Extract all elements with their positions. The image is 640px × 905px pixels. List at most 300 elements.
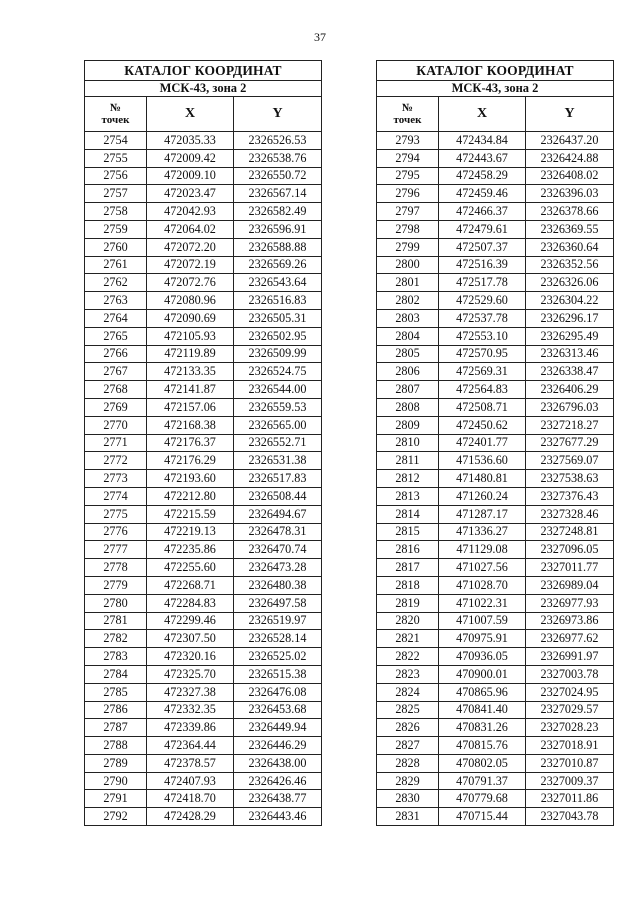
point-number-cell: 2760 [85, 238, 147, 256]
x-coordinate-cell: 472176.29 [147, 452, 234, 470]
point-number-cell: 2821 [377, 630, 439, 648]
table-row [85, 416, 322, 434]
y-coordinate-cell: 2326526.53 [234, 132, 322, 150]
y-coordinate-cell: 2326977.62 [526, 630, 614, 648]
point-number-cell: 2800 [377, 256, 439, 274]
x-coordinate-cell: 472090.69 [147, 309, 234, 327]
coordinate-catalog-table-left [84, 60, 322, 826]
x-coordinate-cell: 470900.01 [439, 665, 526, 683]
point-number-cell: 2822 [377, 648, 439, 666]
y-coordinate-cell: 2326796.03 [526, 398, 614, 416]
y-coordinate-cell: 2326360.64 [526, 238, 614, 256]
y-coordinate-cell: 2326406.29 [526, 381, 614, 399]
y-coordinate-cell: 2326304.22 [526, 292, 614, 310]
point-number-cell: 2785 [85, 683, 147, 701]
y-coordinate-cell: 2326396.03 [526, 185, 614, 203]
point-number-cell: 2807 [377, 381, 439, 399]
y-coordinate-cell: 2327218.27 [526, 416, 614, 434]
point-number-cell: 2776 [85, 523, 147, 541]
point-number-cell: 2782 [85, 630, 147, 648]
x-coordinate-cell: 472320.16 [147, 648, 234, 666]
point-number-cell: 2794 [377, 149, 439, 167]
x-coordinate-cell: 472570.95 [439, 345, 526, 363]
x-coordinate-cell: 470791.37 [439, 772, 526, 790]
point-number-cell: 2778 [85, 559, 147, 577]
x-coordinate-cell: 472219.13 [147, 523, 234, 541]
table-row [377, 808, 614, 826]
y-coordinate-cell: 2326470.74 [234, 541, 322, 559]
y-coordinate-cell: 2326524.75 [234, 363, 322, 381]
x-coordinate-cell: 472009.10 [147, 167, 234, 185]
point-number-cell: 2811 [377, 452, 439, 470]
catalog-body [377, 132, 614, 826]
table-row [377, 274, 614, 292]
point-number-cell: 2758 [85, 203, 147, 221]
table-row [85, 523, 322, 541]
table-row [377, 167, 614, 185]
point-number-cell: 2756 [85, 167, 147, 185]
point-number-cell: 2825 [377, 701, 439, 719]
x-coordinate-cell: 472157.06 [147, 398, 234, 416]
y-coordinate-cell: 2326352.56 [526, 256, 614, 274]
point-number-cell: 2797 [377, 203, 439, 221]
y-coordinate-cell: 2326516.83 [234, 292, 322, 310]
point-number-cell: 2819 [377, 594, 439, 612]
point-number-cell: 2767 [85, 363, 147, 381]
table-row [85, 612, 322, 630]
y-coordinate-cell: 2326515.38 [234, 665, 322, 683]
point-number-cell: 2803 [377, 309, 439, 327]
x-coordinate-cell: 472401.77 [439, 434, 526, 452]
y-coordinate-cell: 2326552.71 [234, 434, 322, 452]
column-header-y: Y [526, 97, 614, 132]
y-coordinate-cell: 2326497.58 [234, 594, 322, 612]
x-coordinate-cell: 472307.50 [147, 630, 234, 648]
table-row [85, 398, 322, 416]
point-number-cell: 2765 [85, 327, 147, 345]
table-row [377, 256, 614, 274]
catalog-subtitle: МСК-43, зона 2 [85, 81, 322, 97]
point-number-cell: 2824 [377, 683, 439, 701]
y-coordinate-cell: 2327328.46 [526, 505, 614, 523]
y-coordinate-cell: 2326424.88 [526, 149, 614, 167]
table-row [377, 683, 614, 701]
y-coordinate-cell: 2326326.06 [526, 274, 614, 292]
y-coordinate-cell: 2326505.31 [234, 309, 322, 327]
point-number-cell: 2808 [377, 398, 439, 416]
column-header-point-number [85, 97, 147, 132]
x-coordinate-cell: 472141.87 [147, 381, 234, 399]
x-coordinate-cell: 472564.83 [439, 381, 526, 399]
y-coordinate-cell: 2326509.99 [234, 345, 322, 363]
x-coordinate-cell: 472212.80 [147, 487, 234, 505]
point-number-cell: 2818 [377, 576, 439, 594]
table-row [377, 665, 614, 683]
table-row [377, 363, 614, 381]
y-coordinate-cell: 2326544.00 [234, 381, 322, 399]
point-number-cell: 2783 [85, 648, 147, 666]
point-number-cell: 2779 [85, 576, 147, 594]
table-row [377, 505, 614, 523]
y-coordinate-cell: 2326438.77 [234, 790, 322, 808]
table-row [377, 559, 614, 577]
table-row [377, 203, 614, 221]
x-coordinate-cell: 471336.27 [439, 523, 526, 541]
point-number-cell: 2830 [377, 790, 439, 808]
x-coordinate-cell: 470815.76 [439, 737, 526, 755]
column-header-x: X [439, 97, 526, 132]
x-coordinate-cell: 472035.33 [147, 132, 234, 150]
y-coordinate-cell: 2327028.23 [526, 719, 614, 737]
y-coordinate-cell: 2326596.91 [234, 220, 322, 238]
point-number-cell: 2816 [377, 541, 439, 559]
table-row [85, 630, 322, 648]
table-row [377, 612, 614, 630]
x-coordinate-cell: 472299.46 [147, 612, 234, 630]
x-coordinate-cell: 472332.35 [147, 701, 234, 719]
table-row [377, 576, 614, 594]
x-coordinate-cell: 472284.83 [147, 594, 234, 612]
number-sign: № [401, 102, 414, 114]
x-coordinate-cell: 472407.93 [147, 772, 234, 790]
y-coordinate-cell: 2326438.00 [234, 754, 322, 772]
point-number-cell: 2766 [85, 345, 147, 363]
point-number-cell: 2789 [85, 754, 147, 772]
point-number-cell: 2809 [377, 416, 439, 434]
y-coordinate-cell: 2326528.14 [234, 630, 322, 648]
y-coordinate-cell: 2326443.46 [234, 808, 322, 826]
y-coordinate-cell: 2326437.20 [526, 132, 614, 150]
table-row [85, 167, 322, 185]
point-number-cell: 2763 [85, 292, 147, 310]
number-sign: № [109, 102, 122, 114]
table-row [85, 292, 322, 310]
point-number-cell: 2829 [377, 772, 439, 790]
x-coordinate-cell: 471028.70 [439, 576, 526, 594]
table-row [85, 772, 322, 790]
x-coordinate-cell: 472080.96 [147, 292, 234, 310]
point-number-cell: 2773 [85, 470, 147, 488]
y-coordinate-cell: 2326480.38 [234, 576, 322, 594]
y-coordinate-cell: 2326543.64 [234, 274, 322, 292]
x-coordinate-cell: 472569.31 [439, 363, 526, 381]
table-row [377, 434, 614, 452]
table-row [377, 470, 614, 488]
point-number-cell: 2757 [85, 185, 147, 203]
x-coordinate-cell: 470715.44 [439, 808, 526, 826]
table-row [85, 381, 322, 399]
point-number-cell: 2793 [377, 132, 439, 150]
y-coordinate-cell: 2326369.55 [526, 220, 614, 238]
table-row [85, 790, 322, 808]
x-coordinate-cell: 472443.67 [439, 149, 526, 167]
point-number-cell: 2771 [85, 434, 147, 452]
y-coordinate-cell: 2326567.14 [234, 185, 322, 203]
y-coordinate-cell: 2326519.97 [234, 612, 322, 630]
x-coordinate-cell: 470802.05 [439, 754, 526, 772]
table-row [85, 754, 322, 772]
x-coordinate-cell: 472479.61 [439, 220, 526, 238]
point-number-cell: 2754 [85, 132, 147, 150]
catalog-title: КАТАЛОГ КООРДИНАТ [85, 61, 322, 81]
point-number-cell: 2774 [85, 487, 147, 505]
point-number-cell: 2781 [85, 612, 147, 630]
x-coordinate-cell: 471129.08 [439, 541, 526, 559]
point-number-cell: 2777 [85, 541, 147, 559]
y-coordinate-cell: 2327011.77 [526, 559, 614, 577]
table-row [85, 487, 322, 505]
table-row [85, 256, 322, 274]
y-coordinate-cell: 2327248.81 [526, 523, 614, 541]
table-row [377, 292, 614, 310]
y-coordinate-cell: 2326991.97 [526, 648, 614, 666]
y-coordinate-cell: 2326508.44 [234, 487, 322, 505]
y-coordinate-cell: 2327009.37 [526, 772, 614, 790]
x-coordinate-cell: 472325.70 [147, 665, 234, 683]
catalog-title: КАТАЛОГ КООРДИНАТ [377, 61, 614, 81]
table-row [377, 398, 614, 416]
table-row [85, 683, 322, 701]
x-coordinate-cell: 472458.29 [439, 167, 526, 185]
page-number: 37 [314, 30, 326, 44]
x-coordinate-cell: 472418.70 [147, 790, 234, 808]
table-row [85, 576, 322, 594]
table-row [377, 452, 614, 470]
y-coordinate-cell: 2326313.46 [526, 345, 614, 363]
point-number-cell: 2764 [85, 309, 147, 327]
x-coordinate-cell: 472268.71 [147, 576, 234, 594]
point-number-cell: 2762 [85, 274, 147, 292]
y-coordinate-cell: 2327677.29 [526, 434, 614, 452]
y-coordinate-cell: 2326295.49 [526, 327, 614, 345]
point-number-cell: 2828 [377, 754, 439, 772]
table-row [377, 630, 614, 648]
coordinate-catalog-table-right [376, 60, 614, 826]
x-coordinate-cell: 472168.38 [147, 416, 234, 434]
point-number-cell: 2792 [85, 808, 147, 826]
x-coordinate-cell: 472553.10 [439, 327, 526, 345]
point-number-cell: 2815 [377, 523, 439, 541]
point-number-cell: 2768 [85, 381, 147, 399]
table-row [85, 470, 322, 488]
y-coordinate-cell: 2327538.63 [526, 470, 614, 488]
x-coordinate-cell: 470841.40 [439, 701, 526, 719]
point-number-cell: 2810 [377, 434, 439, 452]
table-row [85, 345, 322, 363]
y-coordinate-cell: 2326538.76 [234, 149, 322, 167]
point-number-cell: 2820 [377, 612, 439, 630]
x-coordinate-cell: 472529.60 [439, 292, 526, 310]
y-coordinate-cell: 2326426.46 [234, 772, 322, 790]
x-coordinate-cell: 472009.42 [147, 149, 234, 167]
y-coordinate-cell: 2326494.67 [234, 505, 322, 523]
table-row [377, 719, 614, 737]
table-row [377, 487, 614, 505]
y-coordinate-cell: 2326559.53 [234, 398, 322, 416]
y-coordinate-cell: 2327024.95 [526, 683, 614, 701]
x-coordinate-cell: 470779.68 [439, 790, 526, 808]
table-row [377, 594, 614, 612]
point-number-cell: 2826 [377, 719, 439, 737]
y-coordinate-cell: 2326338.47 [526, 363, 614, 381]
table-row [377, 772, 614, 790]
x-coordinate-cell: 470936.05 [439, 648, 526, 666]
y-coordinate-cell: 2327096.05 [526, 541, 614, 559]
point-number-cell: 2775 [85, 505, 147, 523]
y-coordinate-cell: 2327003.78 [526, 665, 614, 683]
point-number-cell: 2784 [85, 665, 147, 683]
table-row [85, 185, 322, 203]
y-coordinate-cell: 2326989.04 [526, 576, 614, 594]
table-row [377, 790, 614, 808]
table-row [85, 238, 322, 256]
x-coordinate-cell: 471027.56 [439, 559, 526, 577]
y-coordinate-cell: 2326478.31 [234, 523, 322, 541]
y-coordinate-cell: 2326453.68 [234, 701, 322, 719]
x-coordinate-cell: 472064.02 [147, 220, 234, 238]
y-coordinate-cell: 2326525.02 [234, 648, 322, 666]
y-coordinate-cell: 2326502.95 [234, 327, 322, 345]
column-header-x: X [147, 97, 234, 132]
point-number-cell: 2831 [377, 808, 439, 826]
point-number-cell: 2795 [377, 167, 439, 185]
x-coordinate-cell: 471536.60 [439, 452, 526, 470]
x-coordinate-cell: 472215.59 [147, 505, 234, 523]
point-number-cell: 2817 [377, 559, 439, 577]
table-row [377, 132, 614, 150]
table-row [85, 559, 322, 577]
x-coordinate-cell: 471260.24 [439, 487, 526, 505]
table-row [85, 665, 322, 683]
table-row [85, 719, 322, 737]
table-row [85, 541, 322, 559]
point-number-cell: 2780 [85, 594, 147, 612]
point-number-cell: 2769 [85, 398, 147, 416]
table-row [85, 737, 322, 755]
catalog-body [85, 132, 322, 826]
table-row [377, 381, 614, 399]
x-coordinate-cell: 472459.46 [439, 185, 526, 203]
y-coordinate-cell: 2326446.29 [234, 737, 322, 755]
x-coordinate-cell: 472072.20 [147, 238, 234, 256]
x-coordinate-cell: 472428.29 [147, 808, 234, 826]
y-coordinate-cell: 2326473.28 [234, 559, 322, 577]
y-coordinate-cell: 2326378.66 [526, 203, 614, 221]
x-coordinate-cell: 470975.91 [439, 630, 526, 648]
points-label: точек [101, 114, 130, 126]
table-row [377, 309, 614, 327]
point-number-cell: 2796 [377, 185, 439, 203]
points-label: точек [393, 114, 422, 126]
table-row [85, 203, 322, 221]
table-row [85, 808, 322, 826]
table-row [377, 416, 614, 434]
x-coordinate-cell: 472255.60 [147, 559, 234, 577]
table-row [85, 363, 322, 381]
x-coordinate-cell: 472466.37 [439, 203, 526, 221]
table-row [377, 238, 614, 256]
table-row [377, 220, 614, 238]
x-coordinate-cell: 472235.86 [147, 541, 234, 559]
y-coordinate-cell: 2326550.72 [234, 167, 322, 185]
y-coordinate-cell: 2326476.08 [234, 683, 322, 701]
y-coordinate-cell: 2326296.17 [526, 309, 614, 327]
y-coordinate-cell: 2326582.49 [234, 203, 322, 221]
table-row [85, 434, 322, 452]
x-coordinate-cell: 472119.89 [147, 345, 234, 363]
point-number-cell: 2790 [85, 772, 147, 790]
y-coordinate-cell: 2327029.57 [526, 701, 614, 719]
y-coordinate-cell: 2327043.78 [526, 808, 614, 826]
x-coordinate-cell: 471022.31 [439, 594, 526, 612]
point-number-cell: 2788 [85, 737, 147, 755]
x-coordinate-cell: 471007.59 [439, 612, 526, 630]
x-coordinate-cell: 472176.37 [147, 434, 234, 452]
point-number-cell: 2786 [85, 701, 147, 719]
point-number-cell: 2805 [377, 345, 439, 363]
point-number-cell: 2823 [377, 665, 439, 683]
point-number-cell: 2827 [377, 737, 439, 755]
table-row [377, 185, 614, 203]
table-row [85, 274, 322, 292]
point-number-cell: 2791 [85, 790, 147, 808]
point-number-cell: 2787 [85, 719, 147, 737]
table-row [85, 594, 322, 612]
point-number-cell: 2814 [377, 505, 439, 523]
x-coordinate-cell: 471480.81 [439, 470, 526, 488]
y-coordinate-cell: 2326569.26 [234, 256, 322, 274]
x-coordinate-cell: 470831.26 [439, 719, 526, 737]
table-row [85, 132, 322, 150]
table-row [85, 309, 322, 327]
x-coordinate-cell: 472508.71 [439, 398, 526, 416]
table-row [377, 648, 614, 666]
x-coordinate-cell: 472193.60 [147, 470, 234, 488]
x-coordinate-cell: 472042.93 [147, 203, 234, 221]
point-number-cell: 2813 [377, 487, 439, 505]
y-coordinate-cell: 2326449.94 [234, 719, 322, 737]
point-number-cell: 2798 [377, 220, 439, 238]
column-header-y: Y [234, 97, 322, 132]
table-row [85, 327, 322, 345]
table-row [377, 345, 614, 363]
table-row [377, 327, 614, 345]
point-number-cell: 2812 [377, 470, 439, 488]
y-coordinate-cell: 2326408.02 [526, 167, 614, 185]
point-number-cell: 2770 [85, 416, 147, 434]
x-coordinate-cell: 472537.78 [439, 309, 526, 327]
table-row [85, 452, 322, 470]
y-coordinate-cell: 2326588.88 [234, 238, 322, 256]
y-coordinate-cell: 2327018.91 [526, 737, 614, 755]
y-coordinate-cell: 2326973.86 [526, 612, 614, 630]
x-coordinate-cell: 472327.38 [147, 683, 234, 701]
x-coordinate-cell: 472434.84 [439, 132, 526, 150]
y-coordinate-cell: 2326517.83 [234, 470, 322, 488]
x-coordinate-cell: 472072.76 [147, 274, 234, 292]
table-row [85, 701, 322, 719]
x-coordinate-cell: 472133.35 [147, 363, 234, 381]
y-coordinate-cell: 2326531.38 [234, 452, 322, 470]
point-number-cell: 2761 [85, 256, 147, 274]
table-row [85, 220, 322, 238]
y-coordinate-cell: 2326565.00 [234, 416, 322, 434]
x-coordinate-cell: 472378.57 [147, 754, 234, 772]
table-row [377, 737, 614, 755]
x-coordinate-cell: 472517.78 [439, 274, 526, 292]
x-coordinate-cell: 472364.44 [147, 737, 234, 755]
point-number-cell: 2806 [377, 363, 439, 381]
